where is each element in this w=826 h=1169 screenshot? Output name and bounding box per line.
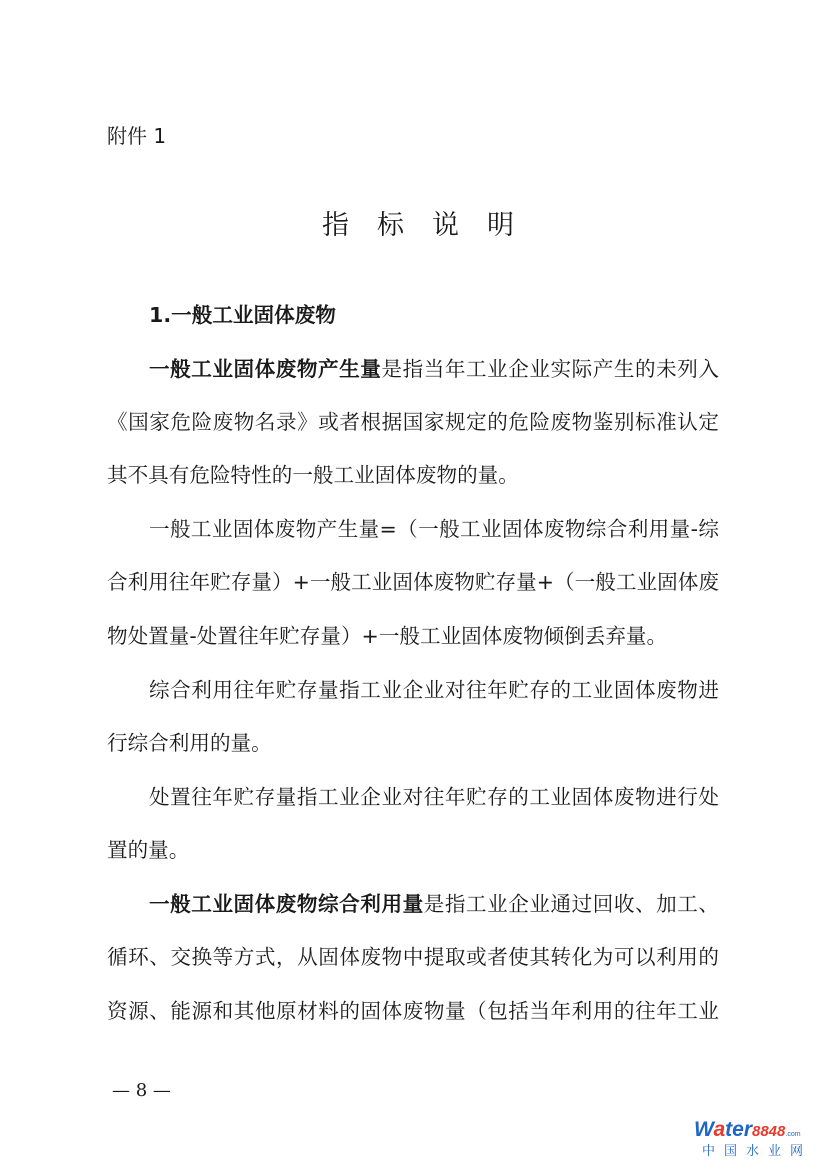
paragraph-line: 循环、交换等方式，从固体废物中提取或者使其转化为可以利用的 — [107, 945, 719, 969]
page-number: — 8 — — [112, 1080, 171, 1101]
watermark-logo: Water8848.com 中国水业网 — [694, 1118, 813, 1159]
attachment-label: 附件 1 — [107, 124, 167, 148]
paragraph-text: 是指工业企业通过回收、加工、 — [423, 892, 719, 916]
paragraph-line: 物处置量-处置往年贮存量）+一般工业固体废物倾倒丢弃量。 — [107, 624, 668, 648]
paragraph-line: 综合利用往年贮存量指工业企业对往年贮存的工业固体废物进 — [149, 678, 719, 702]
page-title: 指标说明 — [322, 210, 542, 241]
term-bold: 一般工业固体废物产生量 — [149, 357, 382, 381]
paragraph-line: 处置往年贮存量指工业企业对往年贮存的工业固体废物进行处 — [149, 785, 719, 809]
paragraph-line: 资源、能源和其他原材料的固体废物量（包括当年利用的往年工业 — [107, 999, 719, 1023]
paragraph-line: 其不具有危险特性的一般工业固体废物的量。 — [107, 463, 519, 487]
paragraph-text: 是指当年工业企业实际产生的未列入 — [381, 357, 720, 381]
paragraph-line — [149, 887, 719, 917]
paragraph-line: 置的量。 — [107, 838, 190, 862]
paragraph-line: 行综合利用的量。 — [107, 731, 272, 755]
paragraph-line: 合利用往年贮存量）+一般工业固体废物贮存量+（一般工业固体废 — [107, 570, 719, 594]
paragraph-line — [149, 352, 719, 382]
term-bold: 一般工业固体废物综合利用量 — [149, 892, 424, 916]
section-heading: 1.一般工业固体废物 — [149, 303, 336, 327]
paragraph-line: 《国家危险废物名录》或者根据国家规定的危险废物鉴别标准认定 — [107, 410, 719, 434]
paragraph-line: 一般工业固体废物产生量=（一般工业固体废物综合利用量-综 — [149, 517, 719, 541]
